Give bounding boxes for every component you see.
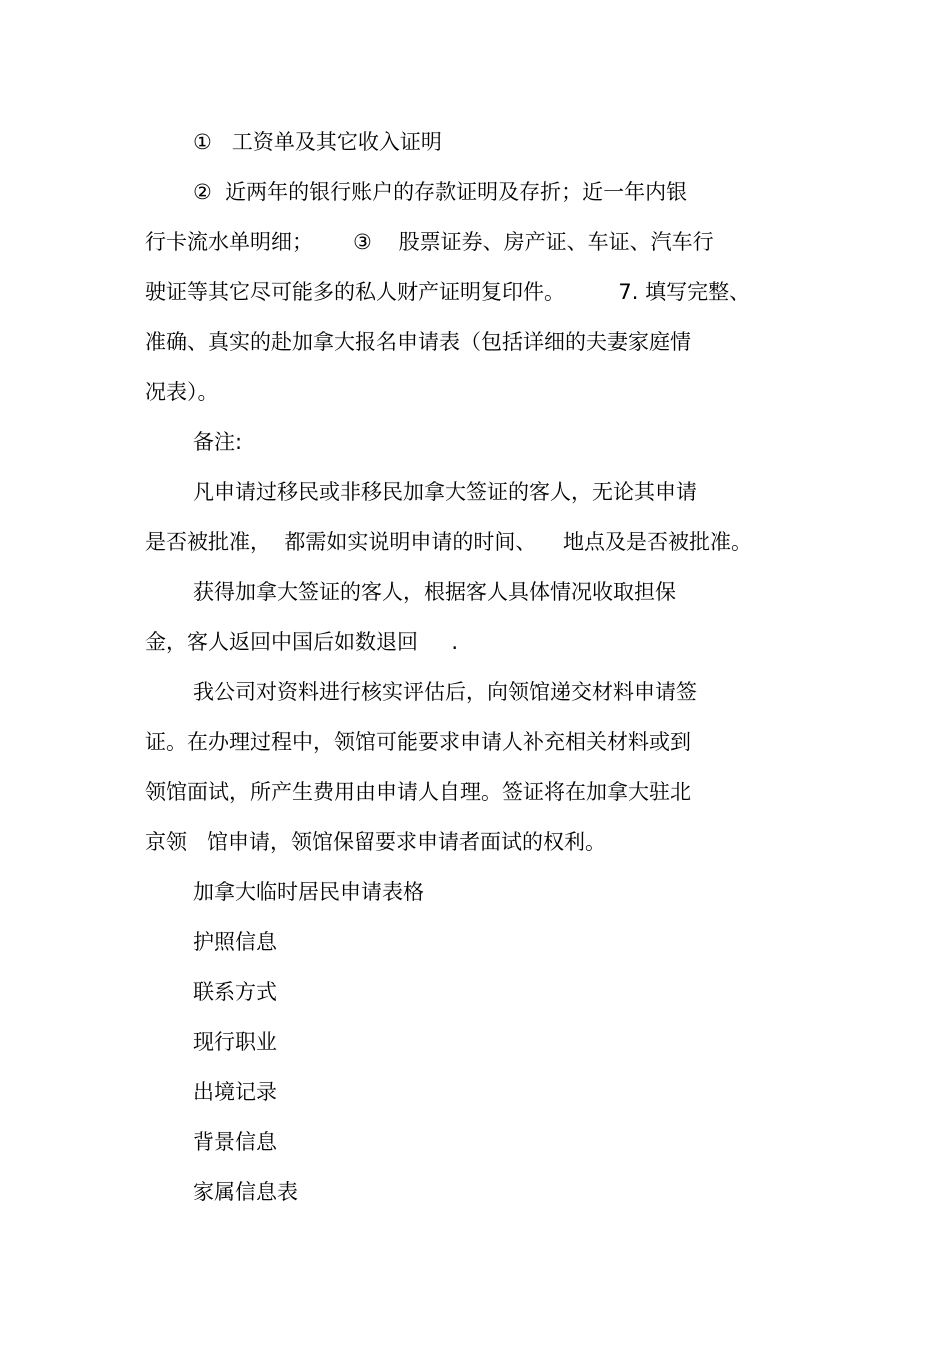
form-section-family: 家属信息表 <box>193 1180 298 1204</box>
paragraph-line: 况表）。 <box>145 380 219 404</box>
paragraph-line: 证。在办理过程中，领馆可能要求申请人补充相关材料或到 <box>145 730 691 754</box>
form-section-passport: 护照信息 <box>193 930 277 954</box>
paragraph-line: 京领 馆申请，领馆保留要求申请者面试的权利。 <box>145 830 607 854</box>
paragraph-line: 领馆面试，所产生费用由申请人自理。签证将在加拿大驻北 <box>145 780 691 804</box>
paragraph-line: 准确、真实的赴加拿大报名申请表（包括详细的夫妻家庭情 <box>145 330 691 354</box>
paragraph-line: 驶证等其它尽可能多的私人财产证明复印件。 7. 填写完整、 <box>145 280 751 304</box>
form-section-contact: 联系方式 <box>193 980 277 1004</box>
paragraph-line: 凡申请过移民或非移民加拿大签证的客人，无论其申请 <box>193 480 697 504</box>
paragraph-line: 是否被批准， 都需如实说明申请的时间、 地点及是否被批准。 <box>145 530 753 554</box>
form-section-background: 背景信息 <box>193 1130 277 1154</box>
form-title: 加拿大临时居民申请表格 <box>193 880 424 904</box>
remarks-heading: 备注: <box>193 430 243 454</box>
paragraph-line: 金，客人返回中国后如数退回 . <box>145 630 459 654</box>
paragraph-line: ② 近两年的银行账户的存款证明及存折；近一年内银 <box>193 180 688 204</box>
list-item-income-proof: ① 工资单及其它收入证明 <box>193 130 442 154</box>
paragraph-line: 我公司对资料进行核实评估后，向领馆递交材料申请签 <box>193 680 697 704</box>
paragraph-line: 行卡流水单明细； ③ 股票证券、房产证、车证、汽车行 <box>145 230 714 254</box>
paragraph-line: 获得加拿大签证的客人，根据客人具体情况收取担保 <box>193 580 676 604</box>
form-section-occupation: 现行职业 <box>193 1030 277 1054</box>
form-section-travel-record: 出境记录 <box>193 1080 277 1104</box>
